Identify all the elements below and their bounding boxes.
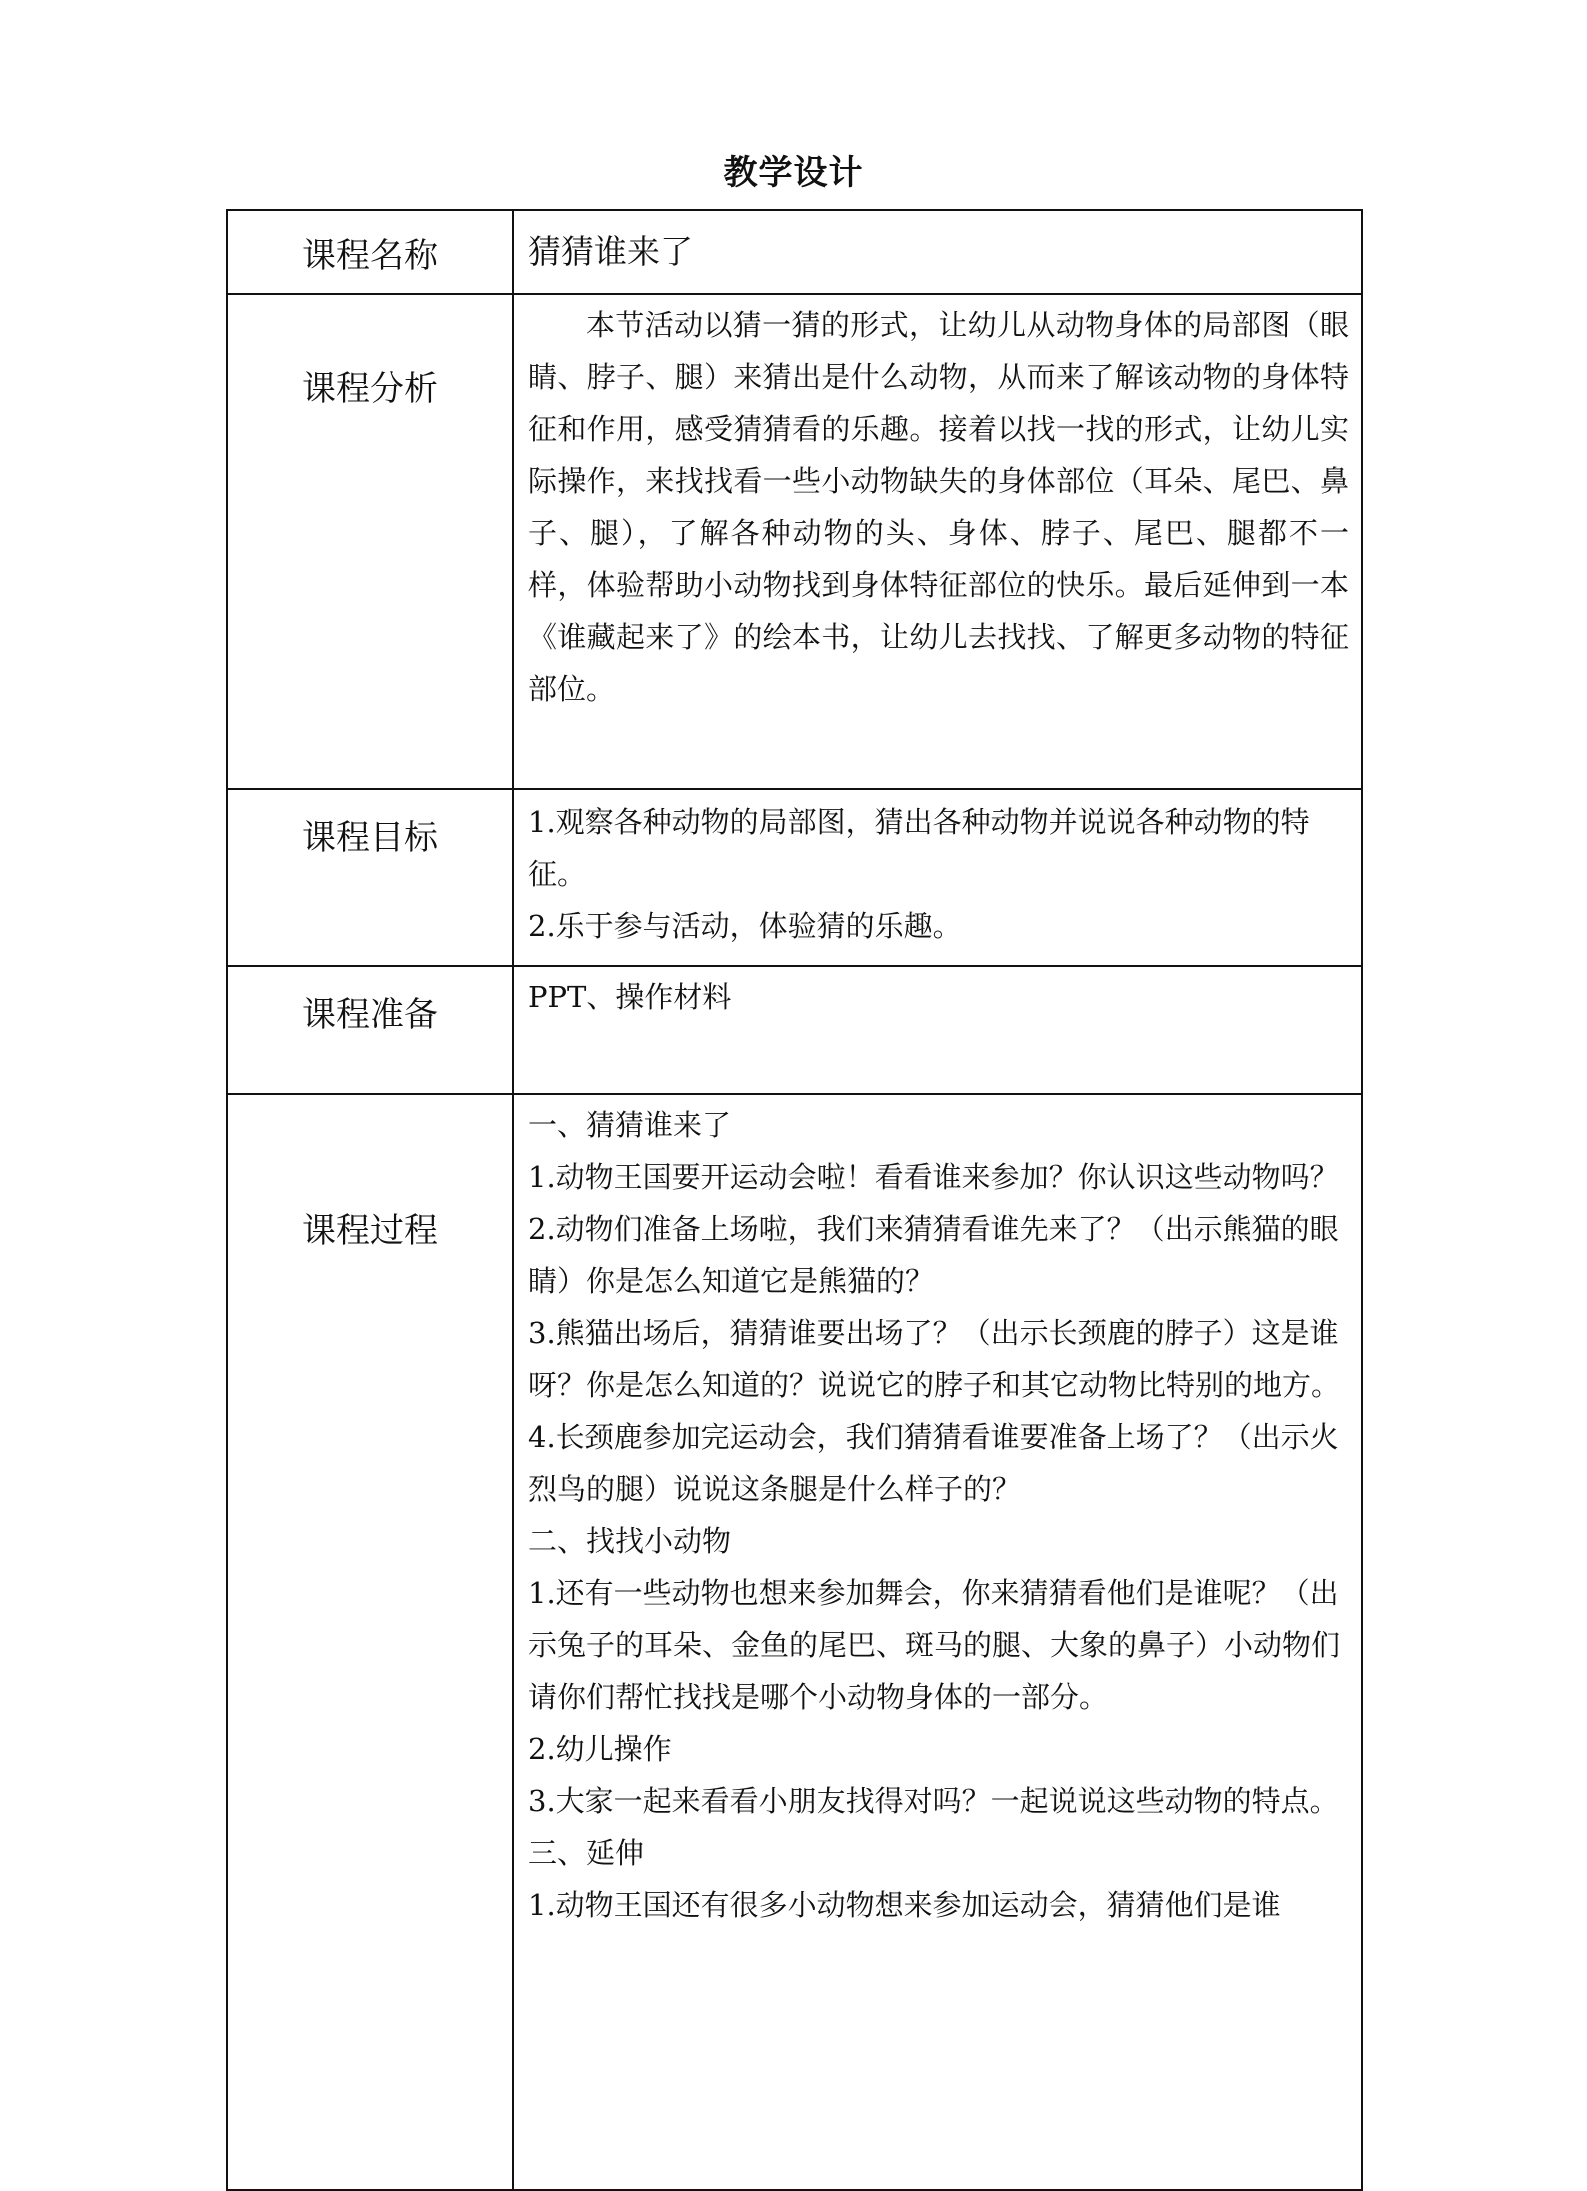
process-heading: 二、找找小动物 [528, 1524, 732, 1558]
process-step: 1.还有一些动物也想来参加舞会，你来猜猜看他们是谁呢？（出示兔子的耳朵、金鱼的尾巴、斑马的腿、大象的鼻子）小动物们请你们帮忙找找是哪个小动物身体的一部分。 [528, 1576, 1341, 1714]
process-step: 4.长颈鹿参加完运动会，我们猜猜看谁要准备上场了？（出示火烈鸟的腿）说说这条腿是什么样子的？ [528, 1420, 1339, 1506]
value-course-name: 猜猜谁来了 [513, 210, 1362, 294]
label-course-goals: 课程目标 [227, 789, 513, 966]
process-heading: 一、猜猜谁来了 [528, 1108, 732, 1142]
analysis-paragraph: 本节活动以猜一猜的形式，让幼儿从动物身体的局部图（眼睛、脖子、腿）来猜出是什么动物，从而来了解该动物的身体特征和作用，感受猜猜看的乐趣。接着以找一找的形式，让幼儿实际操作，来找找看一些小动物缺失的身体部位（耳朵、尾巴、鼻子、腿），了解各种动物的头、身体、脖子、尾巴、腿都不一样，体验帮助小动物找到身体特征部位的快乐。最后延伸到一本《谁藏起来了》的绘本书，让幼儿去找找、了解更多动物的特征部位。 [528, 308, 1349, 706]
value-course-analysis [513, 294, 1362, 789]
label-course-name: 课程名称 [227, 210, 513, 294]
process-step: 1.动物王国要开运动会啦！看看谁来参加？你认识这些动物吗？ [528, 1160, 1339, 1194]
row-course-process [227, 1094, 1362, 2190]
label-course-process: 课程过程 [227, 1094, 513, 2190]
process-step: 1.动物王国还有很多小动物想来参加运动会，猜猜他们是谁 [528, 1888, 1281, 1922]
goal-item: 1.观察各种动物的局部图，猜出各种动物并说说各种动物的特征。 [528, 805, 1310, 891]
label-course-preparation: 课程准备 [227, 966, 513, 1094]
process-heading: 三、延伸 [528, 1836, 645, 1870]
value-course-process [513, 1094, 1362, 2190]
row-course-preparation [227, 966, 1362, 1094]
row-course-goals [227, 789, 1362, 966]
value-course-preparation [513, 966, 1362, 1094]
preparation-item: PPT、操作材料 [528, 980, 732, 1014]
process-step: 3.大家一起来看看小朋友找得对吗？一起说说这些动物的特点。 [528, 1784, 1339, 1818]
row-course-name [227, 210, 1362, 294]
process-step: 2.幼儿操作 [528, 1732, 672, 1766]
lesson-plan-table [226, 209, 1363, 2191]
value-course-goals [513, 789, 1362, 966]
document-title: 教学设计 [723, 153, 864, 193]
row-course-analysis [227, 294, 1362, 789]
process-step: 3.熊猫出场后，猜猜谁要出场了？（出示长颈鹿的脖子）这是谁呀？你是怎么知道的？说说它的脖子和其它动物比特别的地方。 [528, 1316, 1341, 1402]
process-step: 2.动物们准备上场啦，我们来猜猜看谁先来了？（出示熊猫的眼睛）你是怎么知道它是熊猫的？ [528, 1212, 1339, 1298]
goal-item: 2.乐于参与活动，体验猜的乐趣。 [528, 909, 962, 943]
label-course-analysis: 课程分析 [227, 294, 513, 789]
